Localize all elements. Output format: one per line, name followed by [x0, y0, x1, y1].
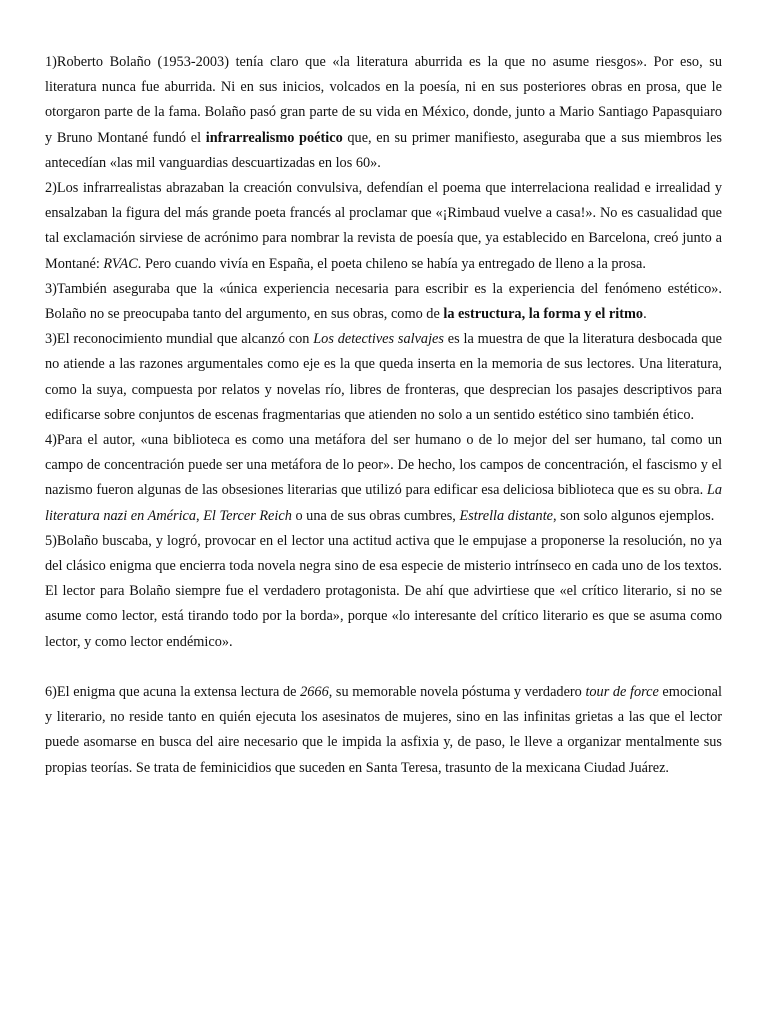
text-run: . [643, 306, 647, 323]
paragraph-2 [45, 176, 722, 277]
paragraph-4 [45, 327, 722, 428]
text-run: 1)Roberto Bolaño (1953-2003) tenía claro que «la literatura aburrida es la que no asume riesgos». Por eso, su literatura nunca fue aburrida. Ni en sus inicios, volcados en la poesía, ni en sus posteriores obras en prosa, que le otorgaron parte de la fama. Bolaño pasó gran parte de su vida en México, donde, junto a Mario Santiago Papasquiaro y Bruno Montané fundó el [45, 54, 722, 146]
paragraph-1 [45, 50, 722, 176]
paragraph-5 [45, 428, 722, 529]
italic-text-run: El Tercer Reich [203, 507, 292, 524]
italic-text-run: Los detectives salvajes [313, 331, 444, 348]
text-run: 4)Para el autor, «una biblioteca es como una metáfora del ser humano o de lo mejor del ser humano, tal como un campo de concentración puede ser una metáfora de lo peor». De hecho, los campos de concentración, el fascismo y el nazismo fueron algunas de las obsesiones literarias que utilizó para edificar esa deliciosa biblioteca que es su obra. [45, 432, 722, 499]
text-run: , [196, 507, 204, 524]
text-run: 6)El enigma que acuna la extensa lectura de [45, 684, 301, 701]
text-run: , su memorable novela póstuma y verdadero [328, 684, 586, 701]
italic-text-run: RVAC [103, 255, 138, 272]
text-run: 3)El reconocimiento mundial que alcanzó con [45, 331, 314, 348]
italic-text-run: 2666 [300, 684, 329, 701]
paragraph-spacer [45, 655, 722, 680]
text-run: es la muestra de que la literatura desbocada que no atiende a las razones argumentales como eje es la que queda inserta en la memoria de sus lectores. Una literatura, como la suya, compuesta por relatos y novelas río, libres de fronteras, que desprecian los pasajes descriptivos para edificarse sobre conjuntos de escenas fragmentarias que atienden no solo a un sentido estético sino también ético. [45, 331, 723, 423]
italic-text-run: tour de force [585, 684, 659, 701]
italic-text-run: La literatura nazi en América [45, 482, 722, 524]
text-run: 3)También aseguraba que la «única experiencia necesaria para escribir es la experiencia del fenómeno estético». Bolaño no se preocupaba tanto del argumento, en sus obras, como de [45, 280, 722, 323]
bold-text-run: infrarrealismo poético [205, 129, 343, 146]
text-run: 2)Los infrarrealistas abrazaban la creación convulsiva, defendían el poema que interrelaciona realidad e irrealidad y ensalzaban la figura del más grande poeta francés al proclamar que «¡Rimbaud vuelve a casa!». No es casualidad que tal exclamación sirviese de acrónimo para nombrar la revista de poesía que, ya establecido en Barcelona, creó junto a Montané: [45, 180, 722, 272]
bold-text-run: la estructura, la forma y el ritmo [443, 306, 644, 323]
italic-text-run: Estrella distante [459, 507, 554, 524]
paragraph-7 [45, 680, 722, 781]
text-run: emocional y literario, no reside tanto en quién ejecuta los asesinatos de mujeres, sino en las infinitas grietas a las que el lector puede asomarse en busca del aire necesario que le impida la asfixia y, de paso, le lleve a organizar mentalmente sus propias teorías. Se trata de feminicidios que suceden en Santa Teresa, trasunto de la mexicana Ciudad Juárez. [45, 684, 722, 776]
paragraph-3 [45, 277, 722, 327]
text-run: . Pero cuando vivía en España, el poeta chileno se había ya entregado de lleno a la prosa. [137, 255, 646, 272]
document-body [45, 50, 722, 781]
text-run: , son solo algunos ejemplos. [553, 507, 715, 524]
text-run: que, en su primer manifiesto, aseguraba que a sus miembros les antecedían «las mil vanguardias descuartizadas en los 60». [45, 129, 722, 171]
paragraph-6 [45, 529, 722, 655]
text-run: 5)Bolaño buscaba, y logró, provocar en el lector una actitud activa que le empujase a proponerse la resolución, no ya del clásico enigma que encierra toda novela negra sino de esa especie de misterio intrínseco en cada uno de los textos. El lector para Bolaño siempre fue el verdadero protagonista. De ahí que advirtiese que «el crítico literario, si no se asume como lector, está tirando todo por la borda», porque «lo interesante del crítico literario es que se asuma como lector, y como lector endémico». [45, 532, 722, 650]
text-run: o una de sus obras cumbres, [291, 507, 460, 524]
